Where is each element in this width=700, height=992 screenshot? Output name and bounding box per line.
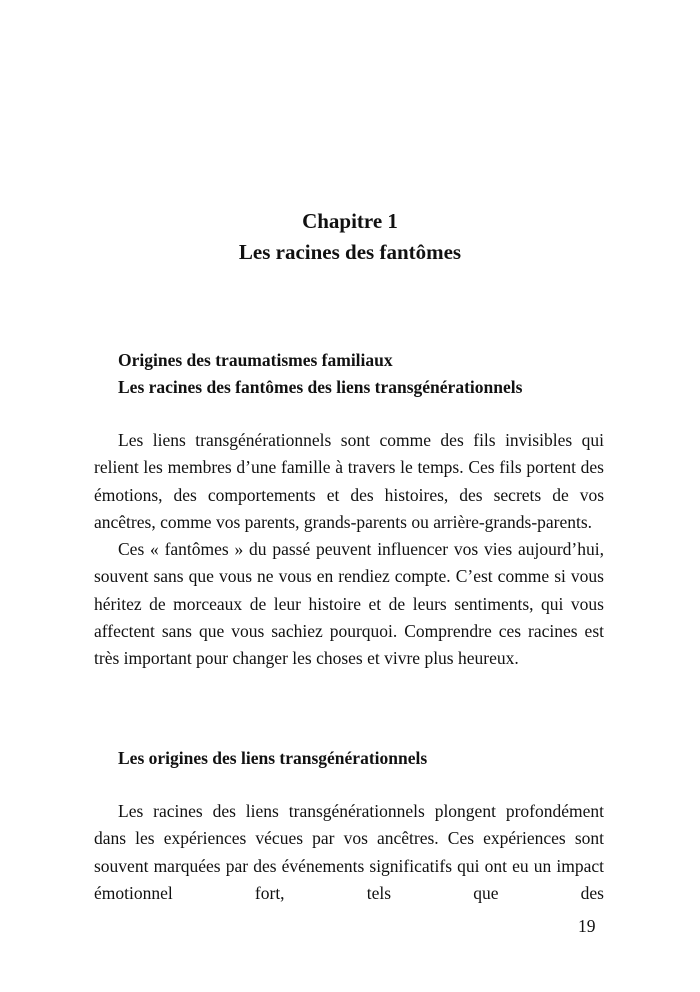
section-heading-line-2: Les racines des fantômes des liens transgénérationnels: [118, 377, 523, 397]
paragraph: Ces « fantômes » du passé peuvent influencer vos vies aujourd’hui, souvent sans que vous ne vous en rendiez compte. C’est comme si vous héritez de morceaux de leur histoire et de leurs sentiments, qui vous affectent sans que vous sachiez pourquoi. Comprendre ces racines est très important pour changer les choses et vivre plus heureux.: [94, 539, 604, 669]
subsection-heading: Les origines des liens transgénérationnels: [118, 748, 428, 768]
section-heading-line-1: Origines des traumatismes familiaux: [118, 350, 393, 370]
chapter-number: Chapitre 1: [302, 209, 398, 233]
chapter-title: Les racines des fantômes: [238, 240, 462, 264]
section-heading: [118, 347, 618, 401]
chapter-heading: [0, 206, 700, 268]
subsection-body: [94, 798, 604, 907]
paragraph: Les liens transgénérationnels sont comme des fils invisibles qui relient les membres d’une famille à travers le temps. Ces fils portent des émotions, des comportements et des histoires, des secrets de vos ancêtres, comme vos parents, grands-parents ou arrière-grands-parents.: [94, 430, 604, 532]
page-number: 19: [578, 916, 596, 936]
paragraph: Les racines des liens transgénérationnels plongent profondément dans les expériences vécues par vos ancêtres. Ces expériences sont souvent marquées par des événements significatifs qui ont eu un impact émotionnel fort, tels que des: [94, 801, 604, 903]
section-body: [94, 427, 604, 673]
